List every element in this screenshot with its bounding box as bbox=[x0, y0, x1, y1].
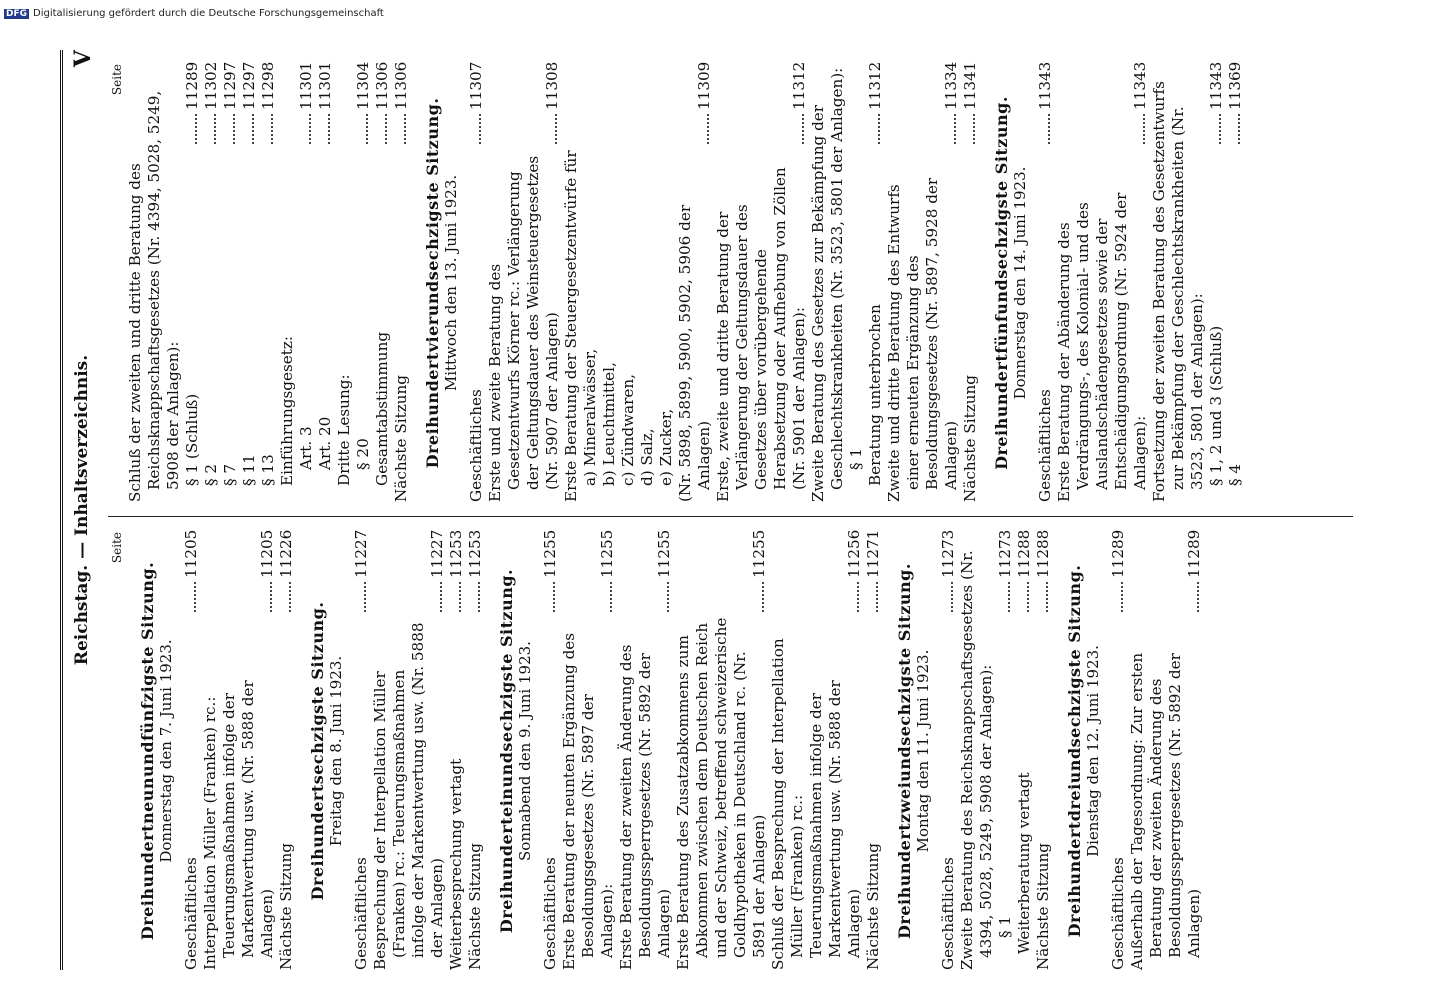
toc-entry-text: a) Mineralwässer, bbox=[581, 348, 599, 486]
toc-page-number: 11297 bbox=[240, 61, 258, 110]
dot-leader bbox=[479, 114, 481, 144]
toc-entry bbox=[335, 64, 354, 502]
toc-entry bbox=[866, 61, 885, 502]
toc-entry-text: Dritte Lesung: bbox=[335, 374, 353, 486]
toc-entry-text: Besprechung der Interpellation Müller (Franken) rc.: Teuerungsmaßnahmen infolge der Markentwertung usw. (Nr. 5888 der Anlagen) bbox=[371, 622, 446, 970]
page-number: V bbox=[70, 50, 96, 68]
toc-entry bbox=[486, 61, 562, 502]
toc-page-number: 11343 bbox=[1207, 61, 1225, 110]
session-title: Dreihundertfünfundsechzigste Sitzung. bbox=[992, 96, 1011, 470]
dot-leader bbox=[214, 114, 216, 144]
dot-leader bbox=[762, 582, 764, 612]
toc-entry bbox=[467, 61, 486, 502]
toc-entry bbox=[1015, 529, 1034, 970]
toc-page-number: 11253 bbox=[466, 529, 484, 578]
session-title: Dreihundertvierundsechzigste Sitzung. bbox=[423, 97, 442, 469]
toc-entry bbox=[371, 529, 447, 970]
session-title: Dreihundertdreiundsechzigste Sitzung. bbox=[1065, 564, 1084, 938]
toc-entry bbox=[447, 529, 466, 970]
toc-entry-text: Nächste Sitzung bbox=[1034, 843, 1052, 970]
toc-entry bbox=[278, 64, 297, 502]
toc-entry-text: Erste Beratung des Zusatzabkommens zum Abkommen zwischen dem Deutschen Reich und der Schweiz, betreffend schweizerische Goldhypotheken in Deutschland rc. (Nr. 5891 der Anlagen) bbox=[674, 617, 768, 970]
session-date: Donnerstag den 7. Juni 1923. bbox=[157, 639, 175, 863]
toc-entry bbox=[373, 61, 392, 502]
toc-entry bbox=[714, 61, 809, 502]
toc-entry-text: c) Zündwaren, bbox=[619, 373, 637, 486]
dot-leader bbox=[440, 582, 442, 612]
toc-entry-text: Schluß der Besprechung der Interpellation Müller (Franken) rc.: Teuerungsmaßnahmen infolge der Markentwertung usw. (Nr. 5888 der Anlagen) bbox=[769, 638, 863, 970]
right-column bbox=[108, 61, 1245, 502]
session-title: Dreihunderteinundsechzigste Sitzung. bbox=[497, 568, 516, 934]
dfg-logo: DFG bbox=[6, 9, 28, 19]
toc-entry-text: § 13 bbox=[259, 454, 277, 486]
toc-page-number: 11301 bbox=[297, 61, 315, 110]
toc-entry bbox=[466, 529, 485, 970]
left-column bbox=[108, 529, 1204, 970]
toc-entry bbox=[864, 529, 883, 970]
toc-entry bbox=[638, 64, 657, 502]
dot-leader bbox=[857, 582, 859, 612]
toc-entry bbox=[1128, 529, 1204, 970]
toc-entry bbox=[1207, 61, 1226, 502]
dot-leader bbox=[309, 114, 311, 144]
toc-entry-text: Nächste Sitzung bbox=[961, 375, 979, 502]
toc-page-number: 11308 bbox=[543, 61, 561, 110]
toc-entry bbox=[221, 61, 240, 502]
toc-page-number: 11302 bbox=[202, 61, 220, 110]
toc-entry bbox=[201, 529, 277, 970]
toc-entry-text: Geschäftliches bbox=[541, 857, 559, 970]
dot-leader bbox=[1048, 114, 1050, 144]
toc-page-number: 11307 bbox=[467, 61, 485, 110]
toc-entry-text: Beratung unterbrochen bbox=[866, 304, 884, 486]
dot-leader bbox=[270, 582, 272, 612]
toc-page-number: 11205 bbox=[182, 529, 200, 578]
toc-entry-text: Erste Beratung der Steuergesetzentwürfe für bbox=[562, 150, 580, 502]
toc-entry-text: Zweite Beratung des Gesetzes zur Bekämpfung der Geschlechtskrankheiten (Nr. 3523, 5801 der Anlagen): bbox=[809, 67, 846, 502]
page-title: Reichstag. — Inhaltsverzeichnis. bbox=[72, 354, 92, 666]
dot-leader bbox=[553, 582, 555, 612]
toc-entry-text: Fortsetzung der zweiten Beratung des Gesetzentwurfs zur Bekämpfung der Geschlechtskrankheiten (Nr. 3523, 5801 der Anlagen): bbox=[1150, 81, 1206, 502]
dot-leader bbox=[951, 582, 953, 612]
toc-entry bbox=[182, 529, 201, 970]
dot-leader bbox=[404, 114, 406, 144]
toc-entry bbox=[392, 61, 411, 502]
toc-entry-text: Geschäftliches bbox=[352, 857, 370, 970]
toc-entry-text: d) Salz, bbox=[638, 428, 656, 486]
toc-page-number: 11255 bbox=[598, 529, 616, 578]
dot-leader bbox=[878, 114, 880, 144]
toc-page-number: 11288 bbox=[1034, 529, 1052, 578]
dot-leader bbox=[1197, 582, 1199, 612]
toc-entry-text: § 2 bbox=[202, 463, 220, 486]
session-title: Dreihundertneunundfünfzigste Sitzung. bbox=[138, 561, 157, 941]
dot-leader bbox=[385, 114, 387, 144]
toc-entry bbox=[240, 61, 259, 502]
toc-entry-text: Geschäftliches bbox=[182, 857, 200, 970]
toc-entry-text: Zweite Beratung des Reichsknappschaftsgesetzes (Nr. 4394, 5028, 5249, 5908 der Anlagen): bbox=[958, 550, 995, 970]
dot-leader bbox=[667, 582, 669, 612]
toc-page-number: 11255 bbox=[655, 529, 673, 578]
toc-page-number: 11289 bbox=[183, 61, 201, 110]
toc-entry-text: e) Zucker, bbox=[657, 408, 675, 486]
toc-entry-text: Nächste Sitzung bbox=[277, 843, 295, 970]
dot-leader bbox=[1046, 582, 1048, 612]
seite-label: Seite bbox=[110, 64, 124, 96]
toc-entry-text: Art. 20 bbox=[316, 416, 334, 470]
toc-page-number: 11306 bbox=[373, 61, 391, 110]
toc-page-number: 11271 bbox=[864, 529, 882, 578]
toc-page-number: 11288 bbox=[1015, 529, 1033, 578]
toc-page-number: 11289 bbox=[1109, 529, 1127, 578]
funding-note-label: Digitalisierung gefördert durch die Deutsche Forschungsgemeinschaft bbox=[33, 8, 384, 19]
toc-entry bbox=[277, 529, 296, 970]
toc-entry bbox=[885, 61, 961, 502]
toc-page-number: 11289 bbox=[1185, 529, 1203, 578]
toc-entry-text: Weiterbesprechung vertagt bbox=[447, 758, 465, 970]
page-header bbox=[66, 50, 100, 970]
toc-page-number: 11343 bbox=[1131, 61, 1149, 110]
toc-entry-text: § 1 (Schluß) bbox=[183, 393, 201, 486]
toc-entry-text: § 11 bbox=[240, 454, 258, 486]
toc-entry-text: Geschäftliches bbox=[467, 389, 485, 502]
dot-leader bbox=[1121, 582, 1123, 612]
toc-entry-text: Geschäftliches bbox=[1109, 857, 1127, 970]
dot-leader bbox=[973, 114, 975, 144]
toc-page-number: 11255 bbox=[750, 529, 768, 578]
toc-entry bbox=[996, 529, 1015, 970]
session-date: Sonnabend den 9. Juni 1923. bbox=[516, 641, 534, 861]
toc-page-number: 11343 bbox=[1036, 61, 1054, 110]
document-page bbox=[60, 50, 1370, 970]
dot-leader bbox=[252, 114, 254, 144]
toc-entry bbox=[354, 61, 373, 502]
session-date: Mittwoch den 13. Juni 1923. bbox=[442, 174, 460, 392]
toc-entry-text: Erste Beratung der neunten Ergänzung des Besoldungsgesetzes (Nr. 5897 der Anlagen): bbox=[560, 632, 616, 970]
toc-entry-text: Erste Beratung der zweiten Änderung des Besoldungssperrgesetzes (Nr. 5892 der Anlagen) bbox=[617, 644, 673, 970]
toc-entry-text: Art. 3 bbox=[297, 426, 315, 470]
toc-entry bbox=[1109, 529, 1128, 970]
toc-entry bbox=[958, 532, 996, 970]
toc-entry-text: § 7 bbox=[221, 463, 239, 486]
toc-entry bbox=[619, 64, 638, 502]
toc-page-number: 11273 bbox=[939, 529, 957, 578]
toc-entry bbox=[676, 61, 714, 502]
toc-entry bbox=[581, 64, 600, 502]
toc-entry bbox=[600, 64, 619, 502]
toc-entry bbox=[297, 61, 316, 502]
toc-page-number: 11227 bbox=[428, 529, 446, 578]
toc-page-number: 11298 bbox=[259, 61, 277, 110]
toc-entry bbox=[259, 61, 278, 502]
dot-leader bbox=[328, 114, 330, 144]
dot-leader bbox=[366, 114, 368, 144]
dot-leader bbox=[1219, 114, 1221, 144]
toc-page-number: 11312 bbox=[790, 61, 808, 110]
dot-leader bbox=[289, 582, 291, 612]
toc-entry-text: Zweite und dritte Beratung des Entwurfs einer erneuten Ergänzung des Besoldungsgesetzes (Nr. 5897, 5928 der Anlagen) bbox=[885, 177, 960, 502]
toc-entry-text: Außerhalb der Tagesordnung: Zur ersten Beratung der zweiten Änderung des Besoldungssperrgesetzes (Nr. 5892 der Anlagen) bbox=[1128, 652, 1203, 970]
dot-leader bbox=[1027, 582, 1029, 612]
session-date: Freitag den 8. Juni 1923. bbox=[327, 655, 345, 847]
toc-entry-text: § 1 bbox=[847, 447, 865, 470]
dot-leader bbox=[233, 114, 235, 144]
toc-entry-text: Nächste Sitzung bbox=[392, 375, 410, 502]
toc-page-number: 11273 bbox=[996, 529, 1014, 578]
dot-leader bbox=[802, 114, 804, 144]
toc-entry-text: Gesamtabstimmung bbox=[373, 331, 391, 486]
top-rule bbox=[60, 50, 63, 970]
toc-entry bbox=[183, 61, 202, 502]
dot-leader bbox=[707, 114, 709, 144]
toc-page-number: 11309 bbox=[695, 61, 713, 110]
dot-leader bbox=[1238, 114, 1240, 144]
session-title: Dreihundertzweiundsechzigste Sitzung. bbox=[895, 563, 914, 939]
toc-entry bbox=[126, 64, 183, 502]
toc-entry-text: § 20 bbox=[354, 438, 372, 470]
toc-entry bbox=[617, 529, 674, 970]
toc-entry-text: Einführungsgesetz: bbox=[278, 336, 296, 486]
toc-entry-text: Geschäftliches bbox=[1036, 389, 1054, 502]
toc-entry bbox=[674, 529, 769, 970]
dot-leader bbox=[954, 114, 956, 144]
toc-entry bbox=[961, 61, 980, 502]
toc-entry-text: Erste Beratung der Abänderung des Verdrängungs-, des Kolonial- und des Auslandschädengesetzes sowie der Entschädigungsordnung (Nr. 5924 der Anlagen): bbox=[1055, 192, 1149, 502]
toc-entry bbox=[1150, 64, 1207, 502]
dot-leader bbox=[1143, 114, 1145, 144]
toc-entry bbox=[1036, 61, 1055, 502]
toc-entry bbox=[202, 61, 221, 502]
toc-entry bbox=[939, 529, 958, 970]
toc-entry bbox=[847, 64, 866, 502]
dot-leader bbox=[271, 114, 273, 144]
toc-entry-text: Erste, zweite und dritte Beratung der Verlängerung der Geltungsdauer des Gesetzes über vorübergehende Herabsetzung oder Aufhebung von Zöllen (Nr. 5901 der Anlagen): bbox=[714, 167, 808, 502]
toc-entry bbox=[1034, 529, 1053, 970]
dot-leader bbox=[555, 114, 557, 144]
toc-entry-text: Interpellation Müller (Franken) rc.: Teuerungsmaßnahmen infolge der Markentwertung usw. (Nr. 5888 der Anlagen) bbox=[201, 680, 276, 970]
toc-page-number: 11227 bbox=[352, 529, 370, 578]
toc-entry-text: Nächste Sitzung bbox=[466, 843, 484, 970]
toc-page-number: 11253 bbox=[447, 529, 465, 578]
toc-entry-text: § 4 bbox=[1226, 463, 1244, 486]
toc-entry-text: Weiterberatung vertagt bbox=[1015, 772, 1033, 954]
toc-page-number: 11205 bbox=[258, 529, 276, 578]
toc-entry-text: Nächste Sitzung bbox=[864, 843, 882, 970]
toc-entry bbox=[769, 529, 864, 970]
toc-page-number: 11312 bbox=[866, 61, 884, 110]
dot-leader bbox=[195, 114, 197, 144]
toc-entry bbox=[562, 64, 581, 502]
toc-page-number: 11341 bbox=[961, 61, 979, 110]
toc-entry bbox=[316, 61, 335, 502]
toc-page-number: 11334 bbox=[942, 61, 960, 110]
column-divider bbox=[108, 516, 1353, 517]
seite-label: Seite bbox=[110, 532, 124, 564]
toc-entry-text: (Nr. 5898, 5899, 5900, 5902, 5906 der Anlagen) bbox=[676, 204, 713, 502]
toc-page-number: 11306 bbox=[392, 61, 410, 110]
toc-page-number: 11297 bbox=[221, 61, 239, 110]
dot-leader bbox=[1008, 582, 1010, 612]
toc-entry bbox=[1055, 61, 1150, 502]
toc-page-number: 11256 bbox=[845, 529, 863, 578]
dot-leader bbox=[876, 582, 878, 612]
toc-page-number: 11255 bbox=[541, 529, 559, 578]
toc-entry-text: Schluß der zweiten und dritte Beratung des Reichsknappschaftsgesetzes (Nr. 4394, 5028, 5249, 5908 der Anlagen): bbox=[126, 90, 182, 502]
toc-entry-text: § 1 bbox=[996, 915, 1014, 938]
dot-leader bbox=[459, 582, 461, 612]
toc-page-number: 11226 bbox=[277, 529, 295, 578]
session-date: Donnerstag den 14. Juni 1923. bbox=[1011, 166, 1029, 400]
toc-entry bbox=[657, 64, 676, 502]
session-date: Dienstag den 12. Juni 1923. bbox=[1084, 645, 1102, 857]
toc-entry-text: b) Leuchtmittel, bbox=[600, 362, 618, 486]
session-date: Montag den 11. Juni 1923. bbox=[914, 649, 932, 853]
toc-page-number: 11369 bbox=[1226, 61, 1244, 110]
dot-leader bbox=[364, 582, 366, 612]
toc-entry-text: Erste und zweite Beratung des Gesetzentwurfs Körner rc.: Verlängerung der Geltungsdauer des Weinsteuergesetzes (Nr. 5907 der Anlagen) bbox=[486, 155, 561, 502]
toc-page-number: 11301 bbox=[316, 61, 334, 110]
toc-entry-text: Geschäftliches bbox=[939, 857, 957, 970]
toc-entry bbox=[541, 529, 560, 970]
toc-entry bbox=[1226, 61, 1245, 502]
toc-entry bbox=[352, 529, 371, 970]
session-title: Dreihundertsechzigste Sitzung. bbox=[308, 601, 327, 901]
toc-page-number: 11304 bbox=[354, 61, 372, 110]
dot-leader bbox=[194, 582, 196, 612]
toc-entry bbox=[809, 64, 847, 502]
dot-leader bbox=[478, 582, 480, 612]
toc-entry-text: § 1, 2 und 3 (Schluß) bbox=[1207, 325, 1225, 486]
toc-entry bbox=[560, 529, 617, 970]
dot-leader bbox=[610, 582, 612, 612]
